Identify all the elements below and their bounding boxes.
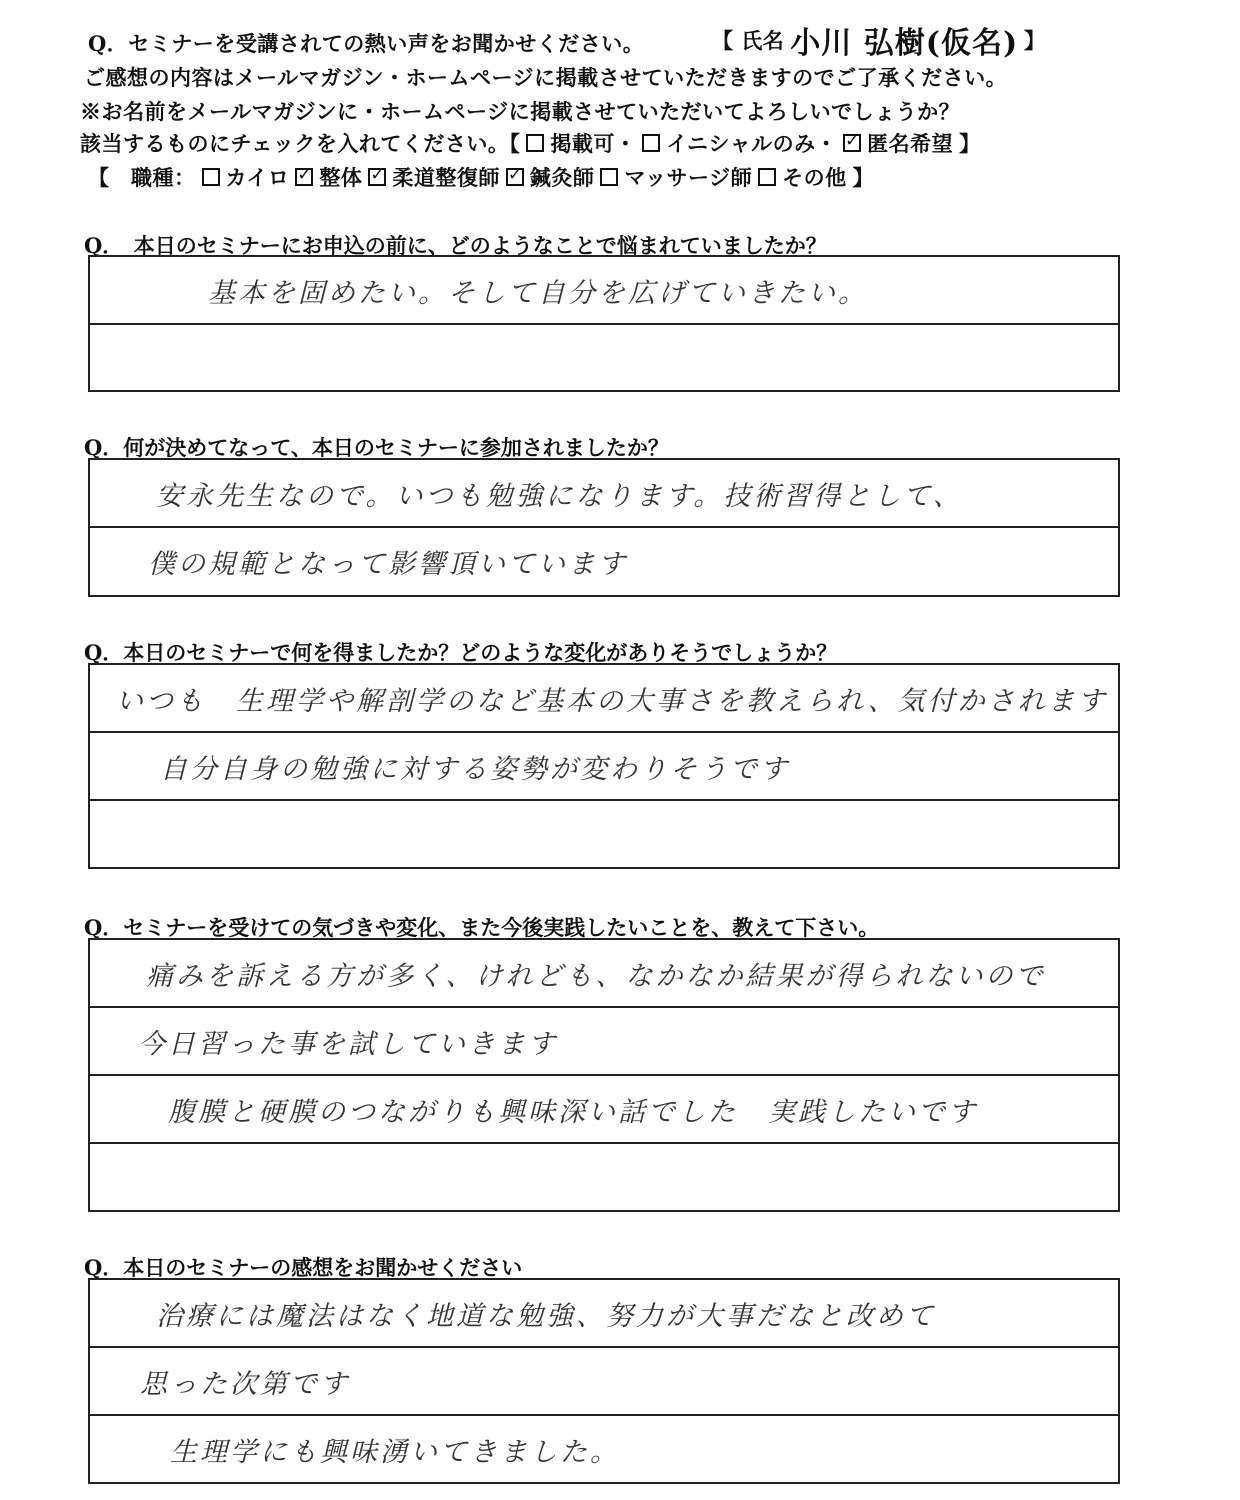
job-label-chiro: カイロ [225, 165, 290, 190]
name-label: 【 氏名 [712, 28, 785, 53]
consent-row [80, 128, 981, 158]
name-close: 】 [1024, 28, 1046, 53]
answer-row[interactable] [90, 1008, 1118, 1076]
answer-box-3 [88, 663, 1120, 869]
consent-suffix: 】 [959, 131, 981, 156]
notice-line-2: ※お名前をメールマガジンに・ホームページに掲載させていただいてよろしいでしょうか？ [80, 99, 961, 124]
consent-label-public: 掲載可・ [550, 131, 637, 156]
header-question: Q．セミナーを受講されての熱い声をお聞かせください。 [88, 31, 645, 56]
answer-text: 思った次第です [140, 1369, 350, 1400]
answer-text: 基本を固めたい。そして自分を広げていきたい。 [208, 278, 868, 309]
answer-row[interactable] [90, 325, 1118, 393]
job-prefix: 【 職種： [88, 165, 196, 190]
answer-row[interactable] [90, 1348, 1118, 1416]
job-row [88, 162, 874, 192]
job-checkbox-massage[interactable] [600, 168, 618, 186]
answer-row[interactable] [90, 1280, 1118, 1348]
answer-row[interactable] [90, 1416, 1118, 1484]
job-label-judo: 柔道整復師 [392, 165, 500, 190]
answer-row[interactable] [90, 733, 1118, 801]
job-checkbox-chiro[interactable] [202, 168, 220, 186]
name-value: 小川 弘樹(仮名) [790, 26, 1019, 61]
job-label-other: その他 [782, 165, 847, 190]
job-checkbox-acupuncture[interactable] [506, 168, 524, 186]
answer-box-5 [88, 1278, 1120, 1484]
answer-row[interactable] [90, 801, 1118, 869]
answer-row[interactable] [90, 528, 1118, 596]
answer-box-4 [88, 938, 1120, 1212]
answer-text: 治療には魔法はなく地道な勉強、努力が大事だなと改めて [156, 1301, 936, 1332]
job-suffix: 】 [852, 165, 875, 190]
answer-box-2 [88, 458, 1120, 597]
question-2: Q．何が決めてなって、本日のセミナーに参加されましたか？ [84, 435, 669, 460]
question-3: Q．本日のセミナーで何を得ましたか？どのような変化がありそうでしょうか？ [84, 640, 838, 665]
answer-text: 安永先生なので。いつも勉強になります。技術習得として、 [156, 481, 963, 512]
name-field [712, 18, 1046, 62]
question-4: Q．セミナーを受けての気づきや変化、また今後実践したいことを、教えて下さい。 [84, 915, 880, 940]
consent-label-anonymous: 匿名希望 [867, 131, 954, 156]
answer-text: 僕の規範となって影響頂いています [148, 549, 628, 580]
consent-checkbox-public[interactable] [526, 134, 544, 152]
answer-row[interactable] [90, 1076, 1118, 1144]
answer-text: いつも 生理学や解剖学のなど基本の大事さを教えられ、気付かされます [116, 686, 1108, 717]
answer-row[interactable] [90, 940, 1118, 1008]
job-label-massage: マッサージ師 [624, 165, 753, 190]
job-checkbox-other[interactable] [758, 168, 776, 186]
answer-box-1 [88, 255, 1120, 392]
consent-prefix: 該当するものにチェックを入れてください。【 [80, 131, 521, 156]
consent-checkbox-initials[interactable] [642, 134, 660, 152]
question-1: Q． 本日のセミナーにお申込の前に、どのようなことで悩まれていましたか？ [84, 233, 827, 258]
answer-text: 自分自身の勉強に対する姿勢が変わりそうです [160, 754, 790, 785]
answer-text: 今日習った事を試していきます [138, 1029, 558, 1060]
job-checkbox-seitai[interactable] [295, 168, 313, 186]
answer-row[interactable] [90, 460, 1118, 528]
job-label-acupuncture: 鍼灸師 [529, 165, 595, 190]
answer-text: 痛みを訴える方が多く、けれども、なかなか結果が得られないので [146, 961, 1046, 992]
consent-checkbox-anonymous[interactable] [843, 134, 861, 152]
notice-line-1: ご感想の内容はメールマガジン・ホームページに掲載させていただきますのでご了承ください。 [84, 65, 1008, 90]
consent-label-initials: イニシャルのみ・ [666, 131, 838, 156]
job-label-seitai: 整体 [319, 165, 363, 190]
answer-row[interactable] [90, 665, 1118, 733]
job-checkbox-judo[interactable] [368, 168, 386, 186]
answer-text: 生理学にも興味湧いてきました。 [170, 1437, 620, 1468]
answer-row[interactable] [90, 257, 1118, 325]
answer-text: 腹膜と硬膜のつながりも興味深い話でした 実践したいです [168, 1097, 978, 1128]
answer-row[interactable] [90, 1144, 1118, 1212]
question-5: Q．本日のセミナーの感想をお聞かせください [84, 1255, 523, 1280]
